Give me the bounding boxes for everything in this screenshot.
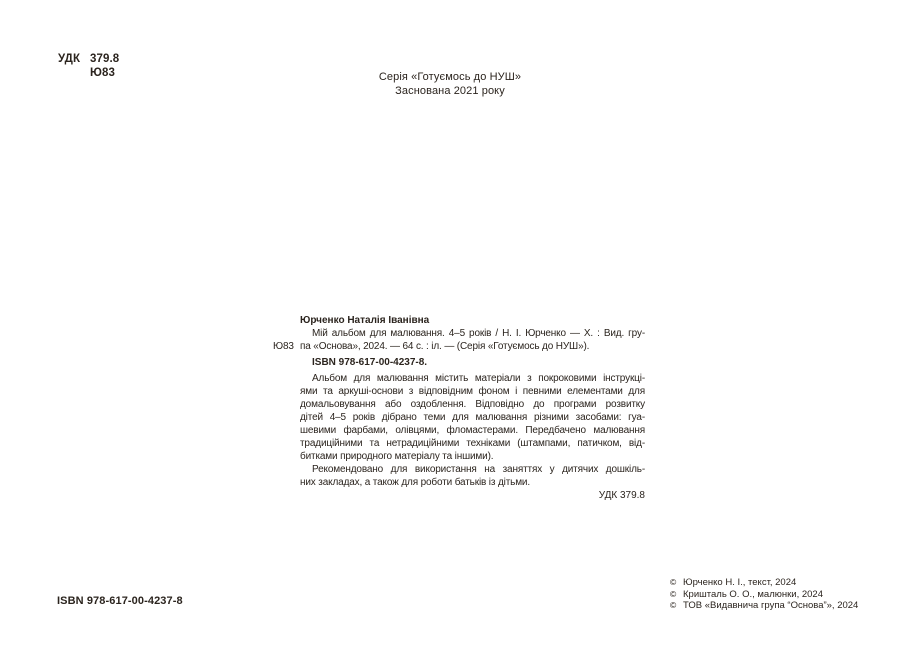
imprint-line: Мій альбом для малювання. 4–5 років / Н. І. Юрченко — Х. : Вид. гру- <box>312 328 645 339</box>
imprint-line: Рекомендовано для використання на заняттях у дитячих дошкіль- <box>312 464 645 475</box>
imprint-line: традиційними та нетрадиційними техніками (штампами, патичком, від- <box>300 438 645 449</box>
imprint-block <box>273 314 645 502</box>
imprint-line: ISBN 978-617-00-4237-8. <box>312 357 428 368</box>
imprint-line: шевими фарбами, олівцями, фломастерами. Передбачено малювання <box>300 425 645 436</box>
copyright-icon: © <box>670 577 677 587</box>
imprint-line: битками природного матеріалу та іншими). <box>300 451 494 462</box>
imprint-line: дітей 4–5 років дібрано теми для малювання різними засобами: гуа- <box>300 412 645 423</box>
imprint-line: ями та аркуші-основи з відповідним фоном і певними елементами для <box>300 386 645 397</box>
series-founded: Заснована 2021 року <box>395 84 505 97</box>
copyright-row <box>670 589 858 601</box>
imprint-line: домальовування або оздоблення. Відповідно до програми розвитку <box>300 399 645 410</box>
copyright-icon: © <box>670 600 677 610</box>
copyright-text: ТОВ «Видавнича група “Основа”», 2024 <box>683 600 859 611</box>
copyright-text: Юрченко Н. І., текст, 2024 <box>683 577 797 588</box>
udc-value: 379.8 <box>90 53 120 65</box>
imprint-line: них закладах, а також для роботи батьків із дітьми. <box>300 477 530 488</box>
isbn-footer: ISBN 978-617-00-4237-8 <box>57 595 183 607</box>
udc-author-sign: Ю83 <box>90 67 115 79</box>
imprint-line: Юрченко Наталія Іванівна <box>300 315 430 326</box>
imprint-line: па «Основа», 2024. — 64 с. : іл. — (Серія «Готуємось до НУШ»). <box>300 341 590 352</box>
udc-label: УДК <box>58 53 81 65</box>
imprint-author-sign: Ю83 <box>273 341 294 352</box>
imprint-line: УДК 379.8 <box>598 490 645 501</box>
copyright-text: Кришталь О. О., малюнки, 2024 <box>683 588 823 600</box>
imprint-line: Альбом для малювання містить матеріали з покроковими інструкці- <box>312 373 645 384</box>
copyright-icon: © <box>670 588 677 599</box>
copyright-row <box>670 577 858 589</box>
imprint-lines <box>300 314 645 502</box>
copyright-row <box>670 600 858 612</box>
series-note <box>0 71 900 98</box>
copyright-list <box>670 577 858 612</box>
series-title: Серія «Готуємось до НУШ» <box>378 71 522 83</box>
